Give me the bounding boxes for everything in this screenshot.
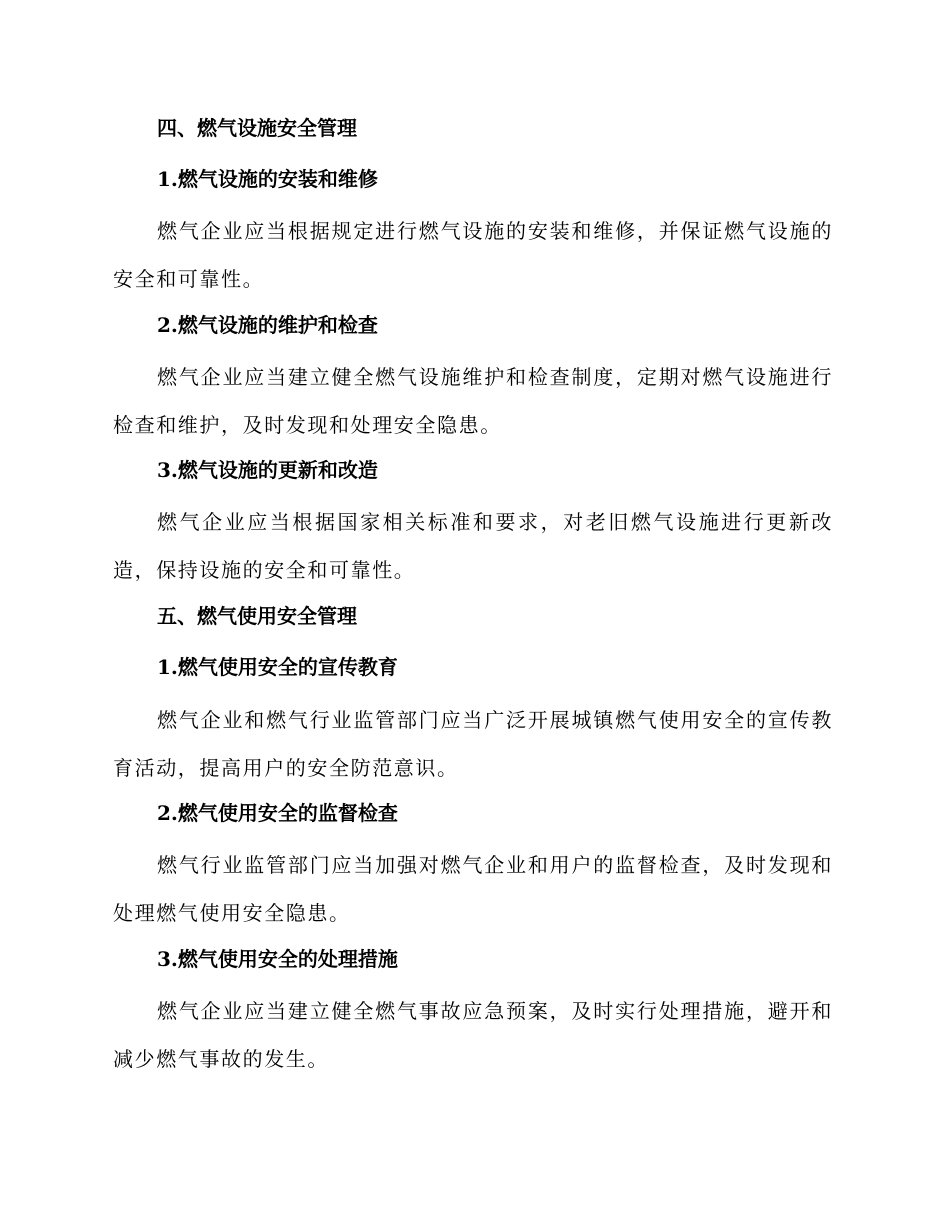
subsection-heading: 1.燃气使用安全的宣传教育 xyxy=(157,655,398,679)
paragraph: 燃气企业应当建立健全燃气设施维护和检查制度，定期对燃气设施进行检查和维护，及时发现和处理安全隐患。 xyxy=(113,365,833,437)
paragraph: 燃气企业和燃气行业监管部门应当广泛开展城镇燃气使用安全的宣传教育活动，提高用户的安全防范意识。 xyxy=(113,708,833,780)
subsection-heading: 2.燃气设施的维护和检查 xyxy=(157,313,378,337)
paragraph: 燃气企业应当建立健全燃气事故应急预案，及时实行处理措施，避开和减少燃气事故的发生。 xyxy=(113,999,833,1071)
subsection-heading: 3.燃气使用安全的处理措施 xyxy=(157,947,398,971)
subsection-heading: 2.燃气使用安全的监督检查 xyxy=(157,801,398,825)
section-title: 五、燃气使用安全管理 xyxy=(157,604,357,628)
paragraph: 燃气行业监管部门应当加强对燃气企业和用户的监督检查，及时发现和处理燃气使用安全隐患。 xyxy=(113,853,833,925)
paragraph: 燃气企业应当根据规定进行燃气设施的安装和维修，并保证燃气设施的安全和可靠性。 xyxy=(113,219,833,291)
subsection-heading: 1.燃气设施的安装和维修 xyxy=(157,167,378,191)
paragraph: 燃气企业应当根据国家相关标准和要求，对老旧燃气设施进行更新改造，保持设施的安全和可靠性。 xyxy=(113,510,833,582)
section-title: 四、燃气设施安全管理 xyxy=(157,116,357,140)
subsection-heading: 3.燃气设施的更新和改造 xyxy=(157,458,378,482)
